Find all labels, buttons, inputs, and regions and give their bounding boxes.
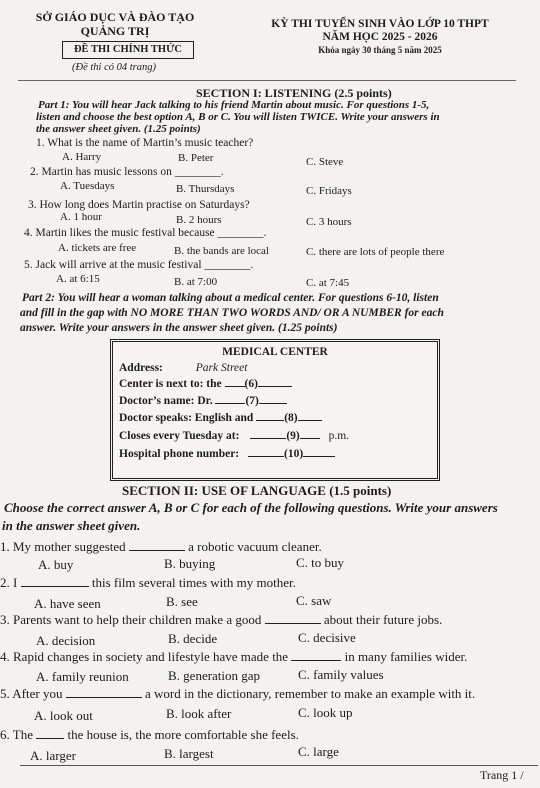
listening-question-5: 5. Jack will arrive at the music festival ________. <box>24 259 254 271</box>
section2-instruction-line2: in the answer sheet given. <box>2 518 141 533</box>
section1-title: SECTION I: LISTENING (2.5 points) <box>196 86 392 100</box>
language-question-2: 2. I this film several times with my mother. <box>0 575 296 590</box>
part2-line3: answer. Write your answers in the answer sheet given. (1.25 points) <box>20 322 338 334</box>
section2-instruction-line1: Choose the correct answer A, B or C for each of the following questions. Write your answers <box>4 500 498 515</box>
listening-question-4: 4. Martin likes the music festival because ________. <box>24 227 267 239</box>
address-label: Address: <box>119 362 163 374</box>
gap-8: (8) <box>284 412 298 424</box>
listening-question-3: 3. How long does Martin practise on Saturdays? <box>28 199 250 211</box>
lq5-option-b: B. look after <box>166 706 232 721</box>
medical-center-form <box>110 339 440 481</box>
part1-line2: listen and choose the best option A, B or C. You will listen TWICE. Write your answers in <box>36 111 440 123</box>
language-question-5: 5. After you a word in the dictionary, remember to make an example with it. <box>0 686 476 701</box>
lq4-option-a: A. family reunion <box>36 669 129 684</box>
q5-option-a: A. at 6:15 <box>56 273 100 285</box>
language-question-4: 4. Rapid changes in society and lifestyle have made the in many families wider. <box>0 649 468 664</box>
part1-label: Part 1: <box>38 99 70 111</box>
q3-option-c: C. 3 hours <box>306 216 352 228</box>
exam-title-block <box>230 18 530 57</box>
lq1-option-a: A. buy <box>38 557 74 572</box>
header-divider <box>18 80 516 81</box>
q3-option-b: B. 2 hours <box>176 214 222 226</box>
address-value: Park Street <box>195 362 248 374</box>
lq3-option-a: A. decision <box>36 633 96 648</box>
lq1-option-b: B. buying <box>164 556 216 571</box>
q2-option-b: B. Thursdays <box>176 183 235 195</box>
q4-option-a: A. tickets are free <box>58 242 137 254</box>
gap-6-label: Center is next to: the <box>119 378 222 390</box>
gap-10-row <box>119 448 335 460</box>
listening-question-1: 1. What is the name of Martin’s music teacher? <box>36 137 254 149</box>
lq5-option-c: C. look up <box>298 705 353 720</box>
pages-note: (Đề thi có 04 trang) <box>72 62 156 73</box>
language-question-1: 1. My mother suggested a robotic vacuum cleaner. <box>0 539 322 554</box>
medical-center-title: MEDICAL CENTER <box>222 346 328 358</box>
part1-instruction <box>38 99 523 111</box>
q3-option-a: A. 1 hour <box>60 211 102 223</box>
gap-9-suffix: p.m. <box>328 430 350 442</box>
lq2-option-c: C. saw <box>296 593 332 608</box>
gap-8-label: Doctor speaks: English and <box>119 412 254 424</box>
gap-6-row <box>119 378 292 390</box>
gap-9-label: Closes every Tuesday at: <box>119 430 240 442</box>
q2-option-c: C. Fridays <box>306 185 352 197</box>
lq2-option-b: B. see <box>166 594 198 609</box>
language-question-6: 6. The the house is, the more comfortable she feels. <box>0 727 299 742</box>
q1-option-b: B. Peter <box>178 152 214 164</box>
q5-option-c: C. at 7:45 <box>306 277 350 289</box>
q1-option-a: A. Harry <box>62 151 102 163</box>
department-block <box>20 10 210 38</box>
gap-10: (10) <box>284 448 304 460</box>
gap-10-label: Hospital phone number: <box>119 448 240 460</box>
part1-line1: You will hear Jack talking to his friend Martin about music. For questions 1-5, <box>72 99 430 111</box>
page-number: Trang 1 / <box>480 768 524 782</box>
q4-option-c: C. there are lots of people there <box>306 246 445 258</box>
lq6-option-c: C. large <box>298 744 339 759</box>
province-name: QUẢNG TRỊ <box>80 24 150 38</box>
address-row <box>119 362 247 374</box>
part2-line1: You will hear a woman talking about a medical center. For questions 6-10, listen <box>57 292 439 304</box>
gap-7-label: Doctor’s name: Dr. <box>119 395 213 407</box>
q5-option-b: B. at 7:00 <box>174 276 218 288</box>
q1-option-c: C. Steve <box>306 156 344 168</box>
department-name: SỞ GIÁO DỤC VÀ ĐÀO TẠO <box>35 10 195 24</box>
section2-title: SECTION II: USE OF LANGUAGE (1.5 points) <box>122 483 392 498</box>
part2-label: Part 2: <box>22 292 55 304</box>
lq6-option-a: A. larger <box>30 748 76 763</box>
lq5-option-a: A. look out <box>34 708 93 723</box>
part2-line2: and fill in the gap with NO MORE THAN TWO WORDS AND/ OR A NUMBER for each <box>20 307 444 319</box>
part2-instruction <box>22 292 439 304</box>
lq1-option-c: C. to buy <box>296 555 345 570</box>
footer-divider <box>20 765 538 766</box>
gap-8-row <box>119 412 322 424</box>
exam-date: Khóa ngày 30 tháng 5 năm 2025 <box>318 45 442 55</box>
part1-line3: the answer sheet given. (1.25 points) <box>36 123 201 135</box>
lq3-option-b: B. decide <box>168 631 218 646</box>
q4-option-b: B. the bands are local <box>174 245 269 257</box>
gap-7: (7) <box>245 395 259 407</box>
lq6-option-b: B. largest <box>164 746 214 761</box>
listening-question-2: 2. Martin has music lessons on ________. <box>30 166 224 178</box>
gap-6: (6) <box>244 378 258 390</box>
official-label: ĐỀ THI CHÍNH THỨC <box>62 41 194 59</box>
lq3-option-c: C. decisive <box>298 630 356 645</box>
gap-7-row <box>119 395 287 407</box>
exam-title: KỲ THI TUYỂN SINH VÀO LỚP 10 THPT <box>271 18 489 30</box>
school-year: NĂM HỌC 2025 - 2026 <box>322 31 438 43</box>
gap-9-row <box>119 430 349 442</box>
lq4-option-b: B. generation gap <box>168 668 261 683</box>
gap-9: (9) <box>286 430 300 442</box>
lq2-option-a: A. have seen <box>34 596 101 611</box>
lq4-option-c: C. family values <box>298 667 384 682</box>
q2-option-a: A. Tuesdays <box>60 180 115 192</box>
language-question-3: 3. Parents want to help their children make a good about their future jobs. <box>0 612 443 627</box>
